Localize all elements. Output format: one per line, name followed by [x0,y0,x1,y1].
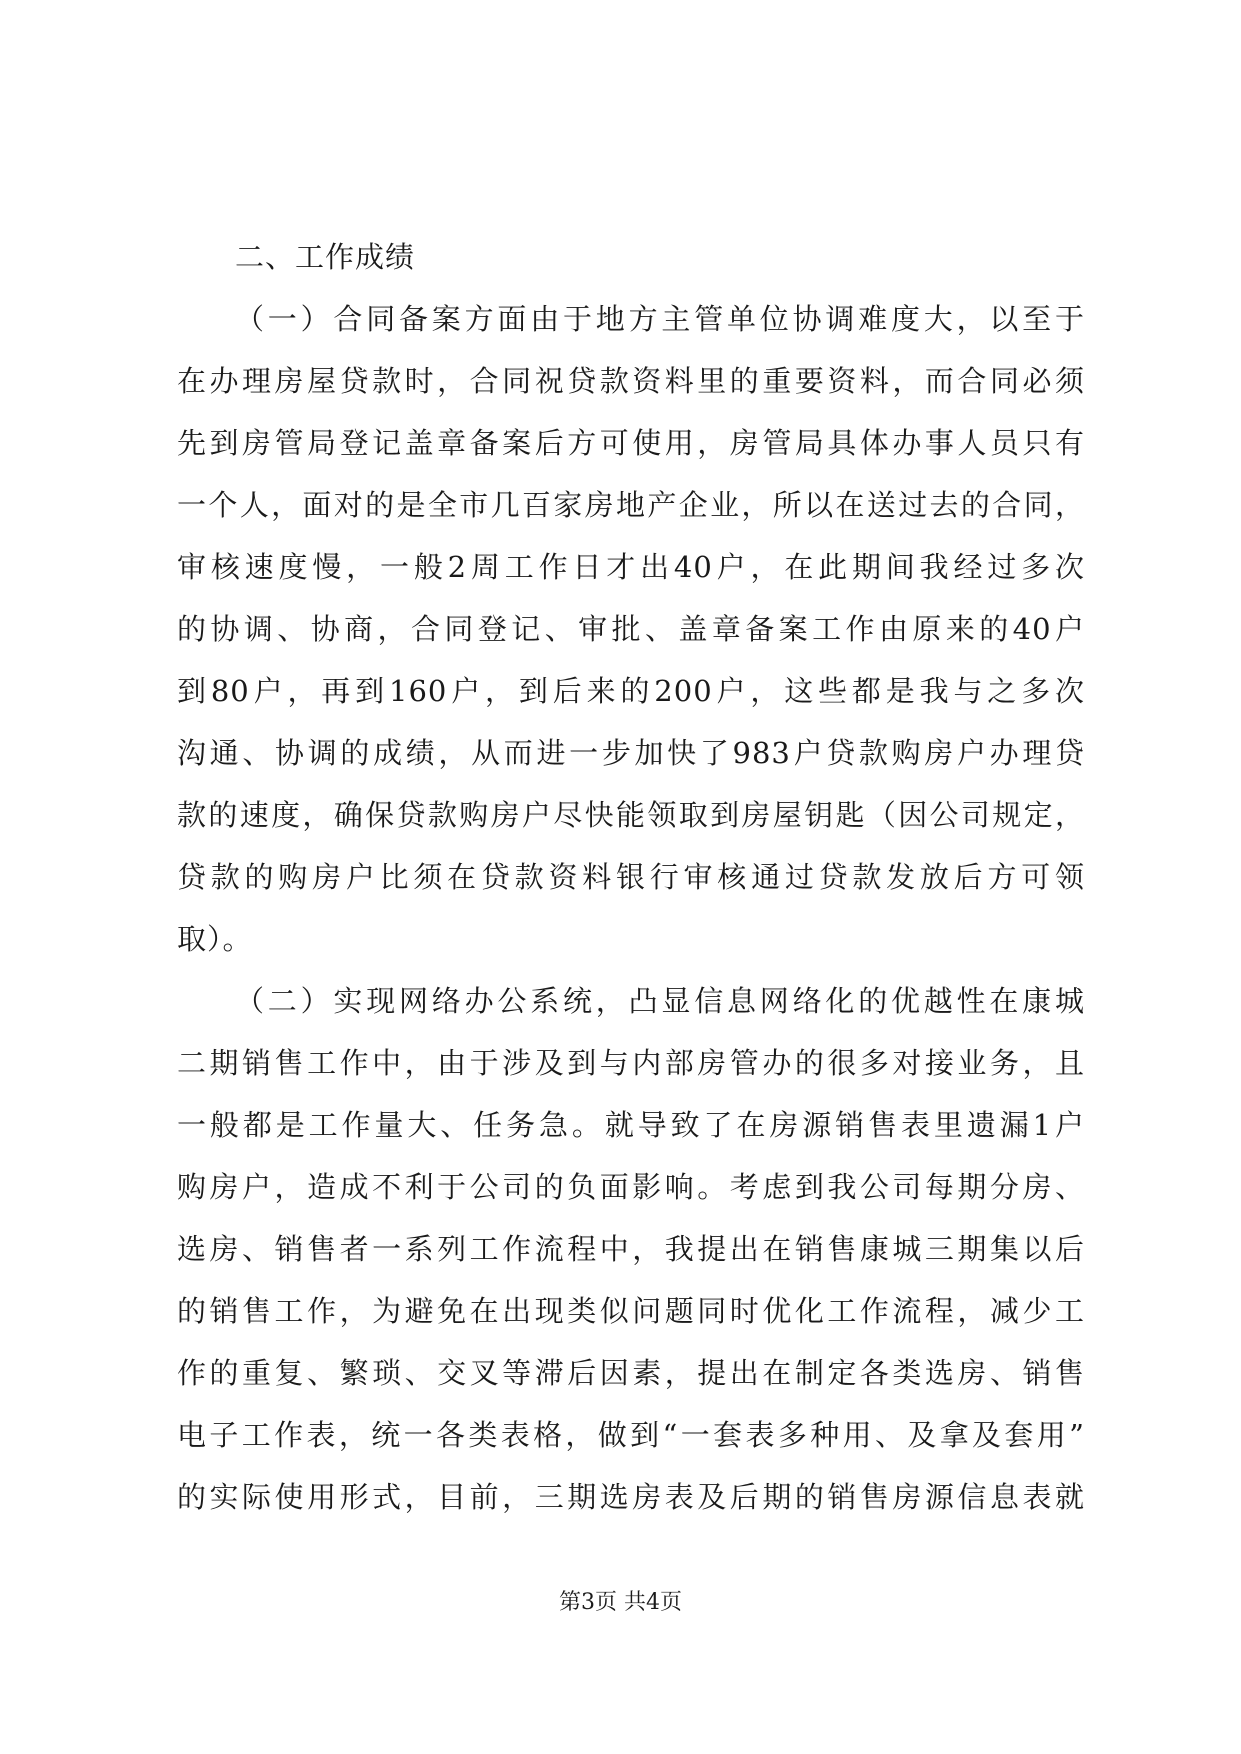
paragraph-line: （一）合同备案方面由于地方主管单位协调难度大，以至于 [235,302,1085,336]
paragraph-line: 一个人，面对的是全市几百家房地产企业，所以在送过去的合同， [177,488,1085,522]
document-body [177,226,1085,1528]
paragraph-line: 到80户，再到160户，到后来的200户，这些都是我与之多次 [177,674,1085,708]
page-number-footer: 第3页 共4页 [559,1590,682,1615]
paragraph-line: 取）。 [177,922,253,956]
paragraph-line: 选房、销售者一系列工作流程中，我提出在销售康城三期集以后 [177,1232,1085,1266]
paragraph-line: 款的速度，确保贷款购房户尽快能领取到房屋钥匙（因公司规定， [177,798,1085,832]
paragraph-line: 作的重复、繁琐、交叉等滞后因素，提出在制定各类选房、销售 [177,1356,1085,1390]
paragraph-line: 的销售工作，为避免在出现类似问题同时优化工作流程，减少工 [177,1294,1085,1328]
paragraph-1 [177,288,1085,970]
paragraph-line: 贷款的购房户比须在贷款资料银行审核通过贷款发放后方可领 [177,860,1085,894]
paragraph-line: 先到房管局登记盖章备案后方可使用，房管局具体办事人员只有 [177,426,1085,460]
paragraph-line: 审核速度慢，一般2周工作日才出40户，在此期间我经过多次 [177,550,1085,584]
paragraph-line: 的实际使用形式，目前，三期选房表及后期的销售房源信息表就 [177,1480,1085,1514]
section-heading: 二、工作成绩 [235,240,416,274]
paragraph-line: 电子工作表，统一各类表格，做到“一套表多种用、及拿及套用” [177,1418,1085,1452]
paragraph-line: （二）实现网络办公系统，凸显信息网络化的优越性在康城 [235,984,1085,1018]
paragraph-line: 购房户，造成不利于公司的负面影响。考虑到我公司每期分房、 [177,1170,1085,1204]
paragraph-line: 的协调、协商，合同登记、审批、盖章备案工作由原来的40户 [177,612,1085,646]
paragraph-2 [177,970,1085,1528]
paragraph-line: 一般都是工作量大、任务急。就导致了在房源销售表里遗漏1户 [177,1108,1085,1142]
paragraph-line: 沟通、协调的成绩，从而进一步加快了983户贷款购房户办理贷 [177,736,1085,770]
paragraph-line: 在办理房屋贷款时，合同祝贷款资料里的重要资料，而合同必须 [177,364,1085,398]
paragraph-line: 二期销售工作中，由于涉及到与内部房管办的很多对接业务，且 [177,1046,1085,1080]
